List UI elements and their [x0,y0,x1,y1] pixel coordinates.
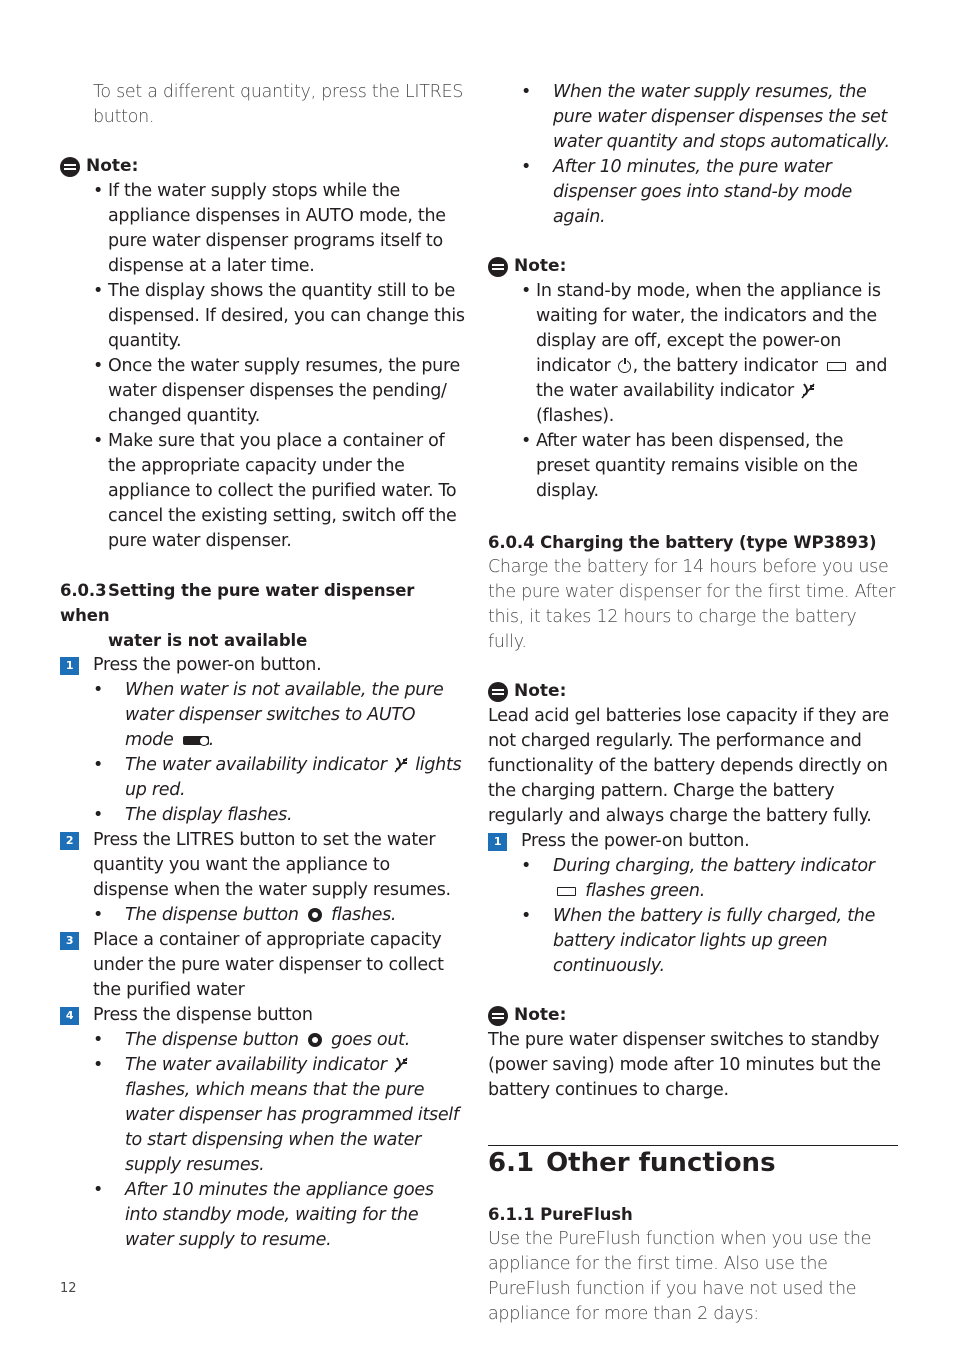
note-label: Note: [514,1005,567,1025]
result-item [60,1028,465,1053]
step-1-charge [488,829,898,854]
step-text: Press the LITRES button to set the water quantity you want the appliance to dispense when the water supply resumes. [93,830,451,900]
result-item [60,678,465,753]
result-text: The water availability indicator [125,1055,392,1075]
note-text: (flashes). [536,406,615,426]
battery-icon [827,362,846,371]
step-text: Place a container of appropriate capacity under the pure water dispenser to collect the purified water [93,930,444,1000]
result-text-end: goes out. [325,1030,410,1050]
result-text: The dispense button [125,905,304,925]
section-number: 6.1.1 [488,1205,535,1224]
step-number-badge: 2 [60,832,79,850]
section-title: PureFlush [540,1205,633,1224]
step-number-badge: 1 [60,657,79,675]
chapter-number: 6.1 [488,1148,535,1178]
section-heading-6-1-1 [488,1202,898,1227]
result-item [60,803,465,828]
power-icon [618,360,631,373]
note-label: Note: [514,681,567,701]
section-number: 6.0.4 [488,533,535,552]
note-body: The pure water dispenser switches to standby (power saving) mode after 10 minutes but the battery continues to charge. [488,1030,881,1100]
dispense-button-icon [308,1033,322,1047]
result-text: The dispense button [125,1030,304,1050]
result-item [60,1178,465,1253]
step-1 [60,653,465,678]
note-body: Lead acid gel batteries lose capacity if they are not charged regularly. The performance and functionality of the battery depends directly on the charging pattern. Charge the battery regularly and always charge the battery fully. [488,706,889,826]
note-list [60,179,465,554]
step-text: Press the power-on button. [93,655,322,675]
section-title-line2: water is not available [108,631,308,650]
note-heading [60,154,465,179]
section-title-line1: Setting the pure water dispenser when [60,581,415,625]
result-item [60,903,465,928]
left-column [60,80,465,1253]
note-icon [488,682,508,702]
result-text-end: flashes. [325,905,397,925]
page-number: 12 [60,1281,77,1296]
step-number-badge: 1 [488,833,507,851]
section-heading-6-0-4 [488,530,898,555]
note-icon [488,257,508,277]
list-item [488,279,898,429]
list-item: • The display shows the quantity still to be dispensed. If desired, you can change this quantity. [60,279,465,354]
water-availability-icon [801,383,815,399]
note-text: In stand-by mode, when the appliance is waiting for water, the indicators and the display are off, except the power-on indicator [536,281,881,376]
water-availability-icon [394,757,408,773]
result-item: • When the battery is fully charged, the battery indicator lights up green continuously. [488,904,898,979]
result-item [488,854,898,904]
section-body: Use the PureFlush function when you use the appliance for the first time. Also use the PureFlush function if you have not used the appliance for more than 2 days: [488,1229,872,1324]
right-column [488,80,898,1327]
note-text: and the water availability indicator [536,356,888,401]
section-number: 6.0.3 [60,581,107,600]
note-icon [60,157,80,177]
step-number-badge: 4 [60,1007,79,1025]
step-2 [60,828,465,903]
chapter-title: Other functions [546,1148,776,1178]
result-item [60,753,465,803]
step-text: Press the power-on button. [521,831,750,851]
note-text: , the battery indicator [632,356,823,376]
result-text: The water availability indicator [125,755,392,775]
section-title: Charging the battery (type WP3893) [540,533,877,552]
result-text: When water is not available, the pure water dispenser switches to AUTO mode [125,680,444,750]
battery-icon [557,887,576,896]
step-2-results [60,903,465,928]
result-text-end: flashes green. [580,881,705,901]
step-text: Press the dispense button [93,1005,313,1025]
note-label: Note: [86,156,139,176]
continued-results [488,80,898,230]
note-icon [488,1006,508,1026]
result-text: After 10 minutes the appliance goes into standby mode, waiting for the water supply to resume. [125,1180,434,1250]
result-text-end: . [208,730,214,750]
note-heading [488,1003,898,1028]
step-1-results [60,678,465,828]
dispense-button-icon [308,908,322,922]
chapter-heading [488,1145,898,1178]
note-heading [488,679,898,704]
auto-mode-icon [183,736,209,745]
section-body: Charge the battery for 14 hours before you use the pure water dispenser for the first time. After this, it takes 12 hours to charge the battery fully. [488,557,896,652]
water-availability-icon [394,1057,408,1073]
result-text: The display flashes. [125,805,293,825]
result-item [60,1053,465,1178]
step-number-badge: 3 [60,932,79,950]
result-text-end: flashes, which means that the pure water dispenser has programmed itself to start dispensing when the water supply resumes. [125,1080,459,1175]
step-4-results [60,1028,465,1253]
result-text-end: lights up red. [125,755,462,800]
result-item: • After 10 minutes, the pure water dispenser goes into stand-by mode again. [488,155,898,230]
list-item: • If the water supply stops while the appliance dispenses in AUTO mode, the pure water dispenser programs itself to dispense at a later time. [60,179,465,279]
result-text: During charging, the battery indicator [553,856,875,876]
section-heading-6-0-3 [60,578,465,653]
intro-paragraph: To set a different quantity, press the LITRES button. [93,82,464,127]
step-3 [60,928,465,1003]
result-item: • When the water supply resumes, the pure water dispenser dispenses the set water quantity and stops automatically. [488,80,898,155]
list-item: • Make sure that you place a container of the appropriate capacity under the appliance to collect the purified water. To cancel the existing setting, switch off the pure water dispenser. [60,429,465,554]
note-label: Note: [514,256,567,276]
step-4 [60,1003,465,1028]
note-heading [488,254,898,279]
note-list [488,279,898,504]
list-item: • After water has been dispensed, the preset quantity remains visible on the display. [488,429,898,504]
list-item: • Once the water supply resumes, the pure water dispenser dispenses the pending/ changed quantity. [60,354,465,429]
step-charge-results [488,854,898,979]
